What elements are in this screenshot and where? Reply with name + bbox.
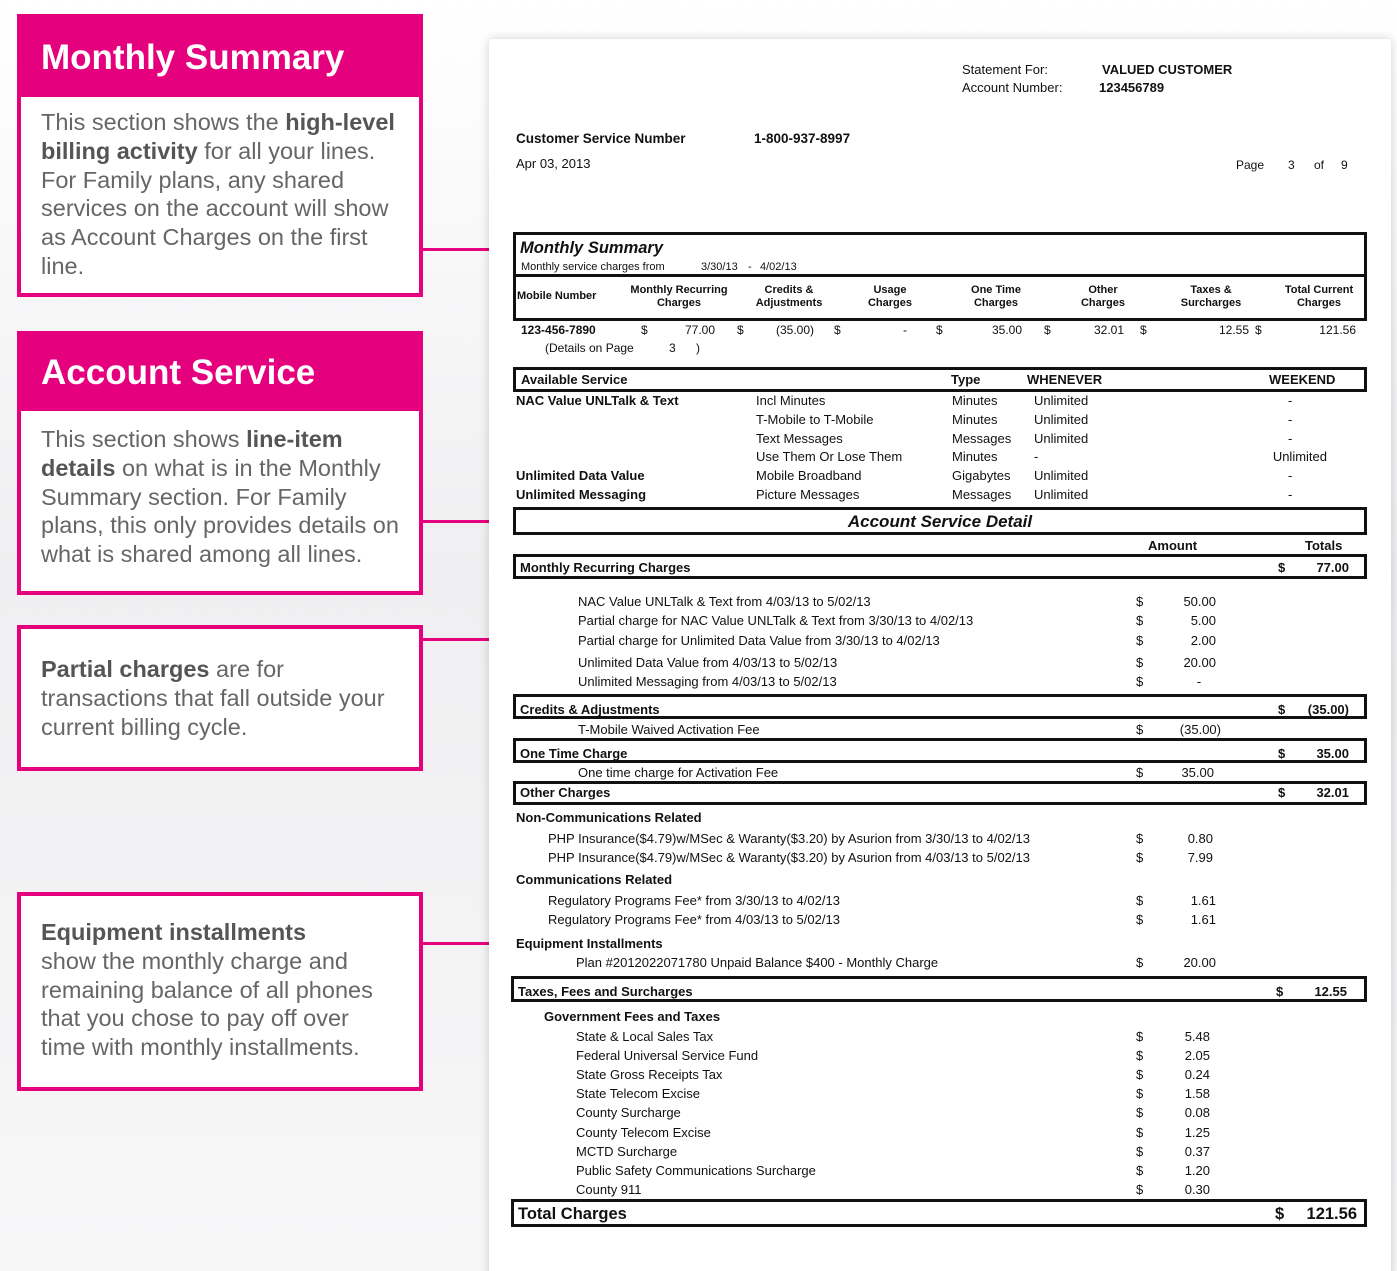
currency-sign: $ xyxy=(1136,955,1144,970)
callout-text-part: on what is in the Monthly Summary section. For Family plans, this only provides details on what is shared among all lines. xyxy=(41,454,399,568)
other-charges-title: Other Charges xyxy=(520,785,611,800)
statement-page xyxy=(489,39,1391,1271)
line-item-amount: 7.99 xyxy=(1187,850,1213,865)
summary-usage-value: - xyxy=(903,323,907,337)
service-type: Messages xyxy=(952,487,1012,502)
account-number-value: 123456789 xyxy=(1099,80,1165,95)
col-total: Total Current Charges xyxy=(1284,284,1354,309)
summary-recurring-value: 77.00 xyxy=(684,323,715,337)
one-time-item: One time charge for Activation Fee xyxy=(578,765,779,780)
service-type: Minutes xyxy=(952,449,998,464)
service-item: Incl Minutes xyxy=(756,393,826,408)
currency-sign: $ xyxy=(1275,1205,1285,1223)
callout-emphasis: high-level billing activity xyxy=(41,109,395,164)
partial-charges-callout xyxy=(17,625,423,771)
callout-emphasis: line-item details xyxy=(41,426,343,481)
line-item-description: State & Local Sales Tax xyxy=(576,1029,714,1044)
service-weekend: - xyxy=(1288,393,1293,408)
summary-total-value: 121.56 xyxy=(1319,323,1356,337)
callout-title: Monthly Summary xyxy=(21,18,419,97)
details-page: 3 xyxy=(669,341,676,355)
summary-to-date: 4/02/13 xyxy=(760,261,797,273)
currency-sign: $ xyxy=(1136,1048,1144,1063)
callout-emphasis: Partial charges xyxy=(41,656,210,682)
total-charges-value: 121.56 xyxy=(1306,1205,1357,1223)
page-of: of xyxy=(1314,158,1325,172)
total-charges-title: Total Charges xyxy=(518,1205,627,1223)
account-service-callout xyxy=(17,331,423,595)
line-item-description: NAC Value UNLTalk & Text from 4/03/13 to 5/02/13 xyxy=(578,594,871,609)
line-item-description: MCTD Surcharge xyxy=(576,1144,678,1159)
line-item-amount: 20.00 xyxy=(1183,655,1216,670)
details-close: ) xyxy=(696,341,700,355)
currency-sign: $ xyxy=(1136,722,1144,737)
callout-emphasis: Equipment installments xyxy=(41,919,307,945)
line-item-amount: - xyxy=(1196,674,1202,689)
line-item-description: State Gross Receipts Tax xyxy=(576,1067,723,1082)
government-fees-title: Government Fees and Taxes xyxy=(544,1009,721,1024)
currency-sign: $ xyxy=(1136,633,1144,648)
currency-sign: $ xyxy=(1136,1067,1144,1082)
line-item-amount: 0.37 xyxy=(1184,1144,1210,1159)
line-item-amount: 0.80 xyxy=(1187,831,1213,846)
service-whenever: Unlimited xyxy=(1034,431,1089,446)
line-item-amount: 50.00 xyxy=(1183,594,1216,609)
line-item-description: Unlimited Data Value from 4/03/13 to 5/02/13 xyxy=(578,655,838,670)
summary-currency: $ xyxy=(1044,323,1051,337)
line-item-amount: 2.05 xyxy=(1184,1048,1210,1063)
line-item-description: Regulatory Programs Fee* from 3/30/13 to 4/02/13 xyxy=(548,893,840,908)
account-service-detail-title: Account Service Detail xyxy=(847,512,1033,531)
service-whenever: Unlimited xyxy=(1034,468,1089,483)
recurring-total: 77.00 xyxy=(1316,560,1349,575)
amount-header: Amount xyxy=(1148,538,1198,553)
summary-date-dash: - xyxy=(748,261,752,273)
type-header: Type xyxy=(951,372,981,387)
line-item-description: Regulatory Programs Fee* from 4/03/13 to 5/02/13 xyxy=(548,912,840,927)
one-time-title: One Time Charge xyxy=(520,746,628,761)
recurring-title: Monthly Recurring Charges xyxy=(520,560,691,575)
totals-header: Totals xyxy=(1305,538,1343,553)
line-item-description: Federal Universal Service Fund xyxy=(576,1048,759,1063)
currency-sign: $ xyxy=(1136,765,1144,780)
line-item-description: County Telecom Excise xyxy=(576,1125,711,1140)
line-item-amount: 0.24 xyxy=(1184,1067,1210,1082)
col-usage: Usage Charges xyxy=(867,284,913,309)
equipment-plan-amount: 20.00 xyxy=(1183,955,1216,970)
line-item-description: Partial charge for NAC Value UNLTalk & Text from 3/30/13 to 4/02/13 xyxy=(578,613,974,628)
summary-currency: $ xyxy=(936,323,943,337)
callout-text-part: are for transactions that fall outside your current billing cycle. xyxy=(41,656,385,740)
customer-service-number: 1-800-937-8997 xyxy=(754,131,851,146)
currency-sign: $ xyxy=(1278,702,1286,717)
credits-item: T-Mobile Waived Activation Fee xyxy=(578,722,760,737)
line-item-amount: 1.25 xyxy=(1184,1125,1210,1140)
line-item-amount: 0.08 xyxy=(1184,1105,1210,1120)
line-item-amount: 1.20 xyxy=(1184,1163,1210,1178)
col-other: Other Charges xyxy=(1080,284,1126,309)
whenever-header: WHENEVER xyxy=(1027,372,1103,387)
details-label: (Details on Page xyxy=(545,341,634,355)
equipment-installments-title: Equipment Installments xyxy=(516,936,663,951)
callout-text-part: show the monthly charge and remaining balance of all phones that you chose to pay off over time with monthly installments. xyxy=(41,947,373,1061)
service-type: Minutes xyxy=(952,393,998,408)
line-item-amount: 5.48 xyxy=(1184,1029,1210,1044)
service-item: T-Mobile to T-Mobile xyxy=(756,412,874,427)
service-weekend: - xyxy=(1288,487,1293,502)
currency-sign: $ xyxy=(1276,984,1284,999)
service-weekend: Unlimited xyxy=(1272,449,1327,464)
service-weekend: - xyxy=(1288,431,1293,446)
taxes-title: Taxes, Fees and Surcharges xyxy=(518,984,693,999)
col-recurring: Monthly Recurring Charges xyxy=(630,284,728,309)
line-item-amount: 5.00 xyxy=(1190,613,1216,628)
equipment-installments-callout xyxy=(17,892,423,1091)
callout-text-part: This section shows the xyxy=(41,109,286,135)
taxes-total: 12.55 xyxy=(1314,984,1347,999)
currency-sign: $ xyxy=(1278,746,1286,761)
line-item-description: State Telecom Excise xyxy=(576,1086,701,1101)
currency-sign: $ xyxy=(1136,831,1144,846)
summary-currency: $ xyxy=(1140,323,1147,337)
line-item-description: Unlimited Messaging from 4/03/13 to 5/02/13 xyxy=(578,674,837,689)
callout-text xyxy=(21,97,419,281)
currency-sign: $ xyxy=(1136,674,1144,689)
service-whenever: - xyxy=(1034,449,1039,464)
callout-title: Account Service xyxy=(21,335,419,411)
summary-from-date: 3/30/13 xyxy=(701,261,738,273)
callout-text-part: This section shows xyxy=(41,426,247,452)
line-item-description: County 911 xyxy=(576,1182,642,1197)
summary-credits-value: (35.00) xyxy=(775,323,814,337)
callout-text xyxy=(21,896,419,1062)
callout-text xyxy=(21,411,419,569)
communications-title: Communications Related xyxy=(516,872,673,887)
currency-sign: $ xyxy=(1136,912,1144,927)
currency-sign: $ xyxy=(1136,1163,1144,1178)
equipment-plan-item: Plan #2012022071780 Unpaid Balance $400 - Monthly Charge xyxy=(576,955,939,970)
line-item-description: Partial charge for Unlimited Data Value from 3/30/13 to 4/02/13 xyxy=(578,633,940,648)
summary-currency: $ xyxy=(737,323,744,337)
currency-sign: $ xyxy=(1136,1125,1144,1140)
summary-title: Monthly Summary xyxy=(520,239,664,257)
callout-text-part: for all your lines. For Family plans, any shared services on the account will show as Account Charges on the first line. xyxy=(41,137,389,279)
line-item-description: PHP Insurance($4.79)w/MSec & Waranty($3.20) by Asurion from 4/03/13 to 5/02/13 xyxy=(548,850,1030,865)
line-item-amount: 1.61 xyxy=(1190,912,1216,927)
currency-sign: $ xyxy=(1136,655,1144,670)
one-time-total: 35.00 xyxy=(1316,746,1349,761)
plan-name: NAC Value UNLTalk & Text xyxy=(516,393,679,408)
statement-for-value: VALUED CUSTOMER xyxy=(1102,62,1233,77)
summary-currency: $ xyxy=(1255,323,1262,337)
available-service-header-box xyxy=(513,367,1367,392)
currency-sign: $ xyxy=(1136,1105,1144,1120)
service-item: Picture Messages xyxy=(756,487,860,502)
line-item-description: Public Safety Communications Surcharge xyxy=(576,1163,816,1178)
monthly-summary-callout xyxy=(17,14,423,297)
non-communications-title: Non-Communications Related xyxy=(516,810,702,825)
account-number-label: Account Number: xyxy=(962,80,1063,95)
currency-sign: $ xyxy=(1136,893,1144,908)
line-item-amount: 0.30 xyxy=(1184,1182,1210,1197)
col-mobile-number: Mobile Number xyxy=(517,290,597,302)
page-number: 3 xyxy=(1288,158,1295,172)
total-charges-box xyxy=(511,1199,1367,1227)
statement-date: Apr 03, 2013 xyxy=(516,156,591,171)
summary-other-value: 32.01 xyxy=(1093,323,1124,337)
line-item-amount: 1.61 xyxy=(1190,893,1216,908)
service-type: Messages xyxy=(952,431,1012,446)
col-one-time: One Time Charges xyxy=(971,284,1021,309)
page-label: Page xyxy=(1236,158,1265,172)
service-type: Gigabytes xyxy=(952,468,1011,483)
service-item: Use Them Or Lose Them xyxy=(756,449,903,464)
plan-name: Unlimited Data Value xyxy=(516,468,645,483)
one-time-box xyxy=(513,738,1367,763)
one-time-item-amount: 35.00 xyxy=(1181,765,1214,780)
col-taxes: Taxes & Surcharges xyxy=(1180,284,1242,309)
credits-item-amount: (35.00) xyxy=(1179,722,1221,737)
credits-title: Credits & Adjustments xyxy=(520,702,660,717)
credits-total: (35.00) xyxy=(1307,702,1349,717)
line-item-description: PHP Insurance($4.79)w/MSec & Waranty($3.20) by Asurion from 3/30/13 to 4/02/13 xyxy=(548,831,1030,846)
summary-mobile-number: 123-456-7890 xyxy=(521,323,596,337)
currency-sign: $ xyxy=(1136,1144,1144,1159)
weekend-header: WEEKEND xyxy=(1269,372,1336,387)
service-whenever: Unlimited xyxy=(1034,412,1089,427)
currency-sign: $ xyxy=(1278,785,1286,800)
line-item-amount: 2.00 xyxy=(1190,633,1216,648)
service-weekend: - xyxy=(1288,412,1293,427)
line-item-description: County Surcharge xyxy=(576,1105,681,1120)
summary-subtitle: Monthly service charges from xyxy=(521,261,665,273)
page-total: 9 xyxy=(1341,158,1348,172)
currency-sign: $ xyxy=(1136,1086,1144,1101)
currency-sign: $ xyxy=(1136,613,1144,628)
service-item: Text Messages xyxy=(756,431,843,446)
service-item: Mobile Broadband xyxy=(756,468,862,483)
col-credits: Credits & Adjustments xyxy=(755,284,823,309)
currency-sign: $ xyxy=(1136,594,1144,609)
service-type: Minutes xyxy=(952,412,998,427)
summary-taxes-value: 12.55 xyxy=(1218,323,1249,337)
plan-name: Unlimited Messaging xyxy=(516,487,647,502)
service-whenever: Unlimited xyxy=(1034,393,1089,408)
summary-currency: $ xyxy=(641,323,648,337)
summary-currency: $ xyxy=(834,323,841,337)
other-charges-total: 32.01 xyxy=(1316,785,1349,800)
currency-sign: $ xyxy=(1136,1029,1144,1044)
summary-one-time-value: 35.00 xyxy=(991,323,1022,337)
customer-service-label: Customer Service Number xyxy=(516,131,686,146)
currency-sign: $ xyxy=(1278,560,1286,575)
service-weekend: - xyxy=(1288,468,1293,483)
available-service-header: Available Service xyxy=(521,372,628,387)
callout-text xyxy=(21,629,419,741)
currency-sign: $ xyxy=(1136,850,1144,865)
statement-for-label: Statement For: xyxy=(962,62,1048,77)
currency-sign: $ xyxy=(1136,1182,1144,1197)
service-whenever: Unlimited xyxy=(1034,487,1089,502)
other-charges-box xyxy=(513,781,1367,805)
line-item-amount: 1.58 xyxy=(1184,1086,1210,1101)
